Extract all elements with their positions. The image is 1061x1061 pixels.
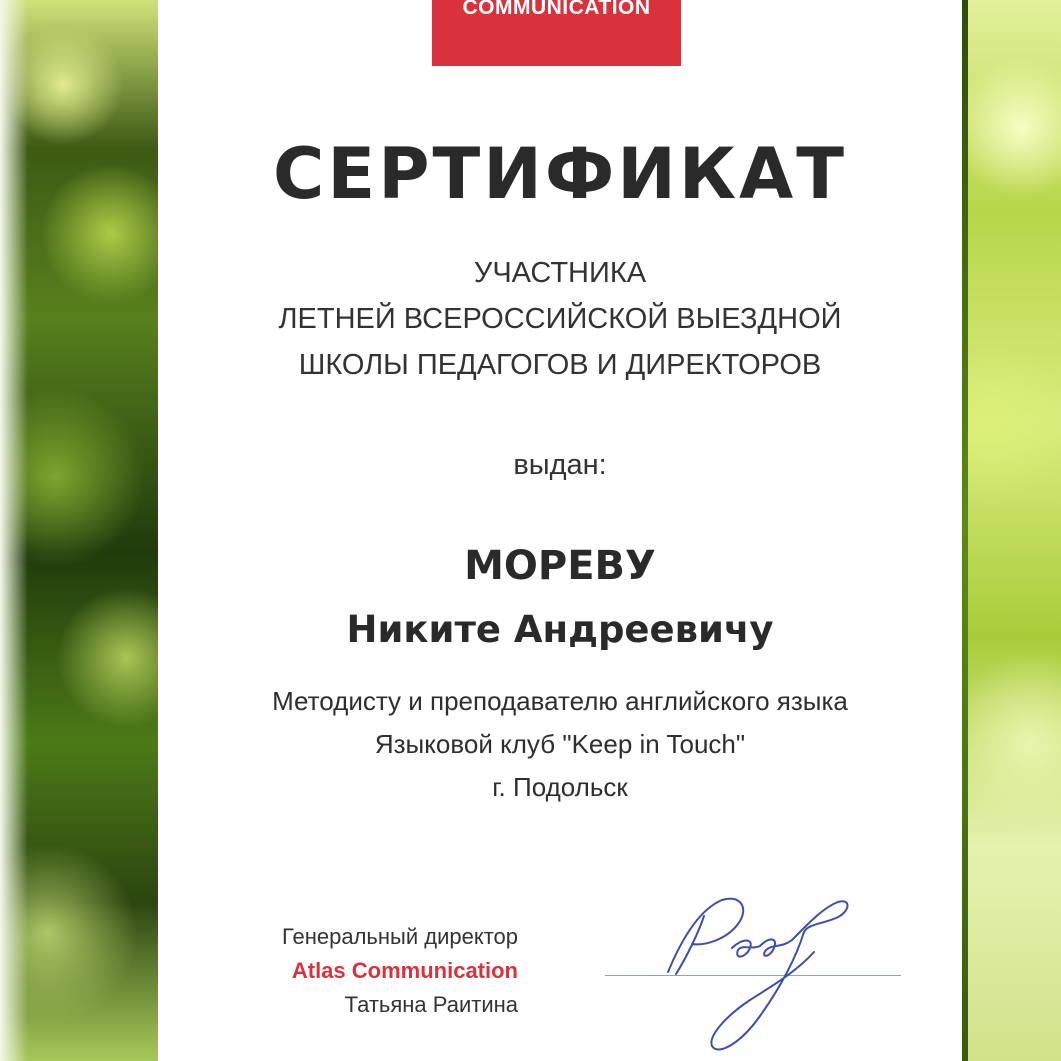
- signatory-name: Татьяна Раитина: [344, 992, 518, 1017]
- handwritten-signature: [600, 888, 900, 1058]
- details-line: г. Подольск: [492, 772, 628, 802]
- recipient-surname: МОРЕВУ: [464, 543, 656, 589]
- right-decorative-border: [962, 0, 1061, 1061]
- signatory-block: [200, 920, 518, 1022]
- recipient-given-names: Никите Андреевичу: [346, 608, 774, 651]
- certificate-subtitle: [158, 250, 962, 388]
- details-line: Языковой клуб "Keep in Touch": [374, 729, 746, 759]
- subtitle-line: ЛЕТНЕЙ ВСЕРОССИЙСКОЙ ВЫЕЗДНОЙ: [278, 303, 842, 335]
- left-decorative-border: [0, 0, 158, 1061]
- details-line: Методисту и преподавателю английского языка: [272, 686, 848, 716]
- subtitle-line: ШКОЛЫ ПЕДАГОГОВ И ДИРЕКТОРОВ: [298, 349, 822, 381]
- signatory-company: Atlas Communication: [291, 958, 518, 983]
- atlas-logo-banner: [432, 0, 681, 66]
- recipient-details: [158, 680, 962, 809]
- signatory-position: Генеральный директор: [282, 924, 518, 949]
- issued-label: выдан:: [513, 449, 607, 481]
- subtitle-line: УЧАСТНИКА: [473, 257, 647, 289]
- logo-text: COMMUNICATION: [462, 0, 651, 19]
- certificate-title: СЕРТИФИКАТ: [273, 133, 847, 215]
